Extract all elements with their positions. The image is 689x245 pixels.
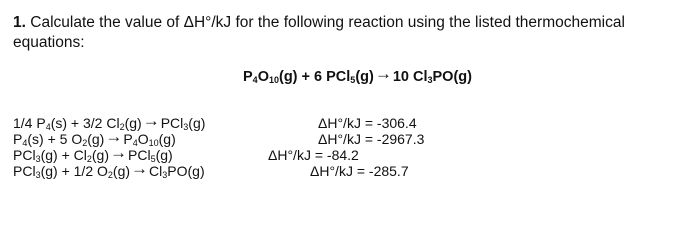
question-number: 1. (13, 14, 26, 31)
reaction-arrow-icon: → (110, 143, 128, 162)
reaction-arrow-icon: → (131, 159, 149, 178)
equation-row: $P_4(s) + 5$ $O_2(g)\to P_4O_{10}(g)$ (13, 127, 176, 148)
enthalpy-value: ΔH°/kJ = -306.4 (318, 115, 417, 131)
reaction-arrow-icon: → (374, 64, 392, 83)
reaction-arrow-icon: → (105, 127, 123, 146)
reaction-arrow-icon: → (142, 111, 160, 130)
question-body: Calculate the value of ΔH°/kJ for the following reaction using the listed thermochemical equations: (13, 14, 625, 51)
enthalpy-value: ΔH°/kJ = -84.2 (268, 147, 359, 163)
question-text (13, 13, 678, 53)
target-reaction: $P_4O_{10}(g) + 6$ PCl$_5$(g)→10 $Cl_3PO(g)$ (243, 64, 472, 85)
enthalpy-value: ΔH°/kJ = -285.7 (310, 163, 409, 179)
equation-row: PCl$_3$(g) + 1/2 $O_2(g)\to Cl_3PO(g)$ (13, 159, 205, 180)
equation-row: $PCl_3(g) + Cl_2(g)\to PCl_5(g)$ (13, 143, 173, 164)
enthalpy-value: ΔH°/kJ = -2967.3 (318, 131, 425, 147)
equation-row: 1/4 $P_4(s) + 3/2$ $Cl_2(g)\to PCl_3(g)$ (13, 111, 206, 132)
